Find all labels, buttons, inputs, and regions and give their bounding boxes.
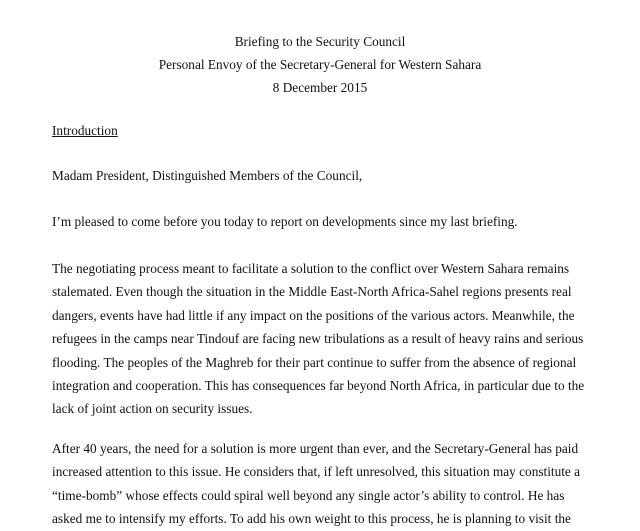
paragraph-line: lack of joint action on security issues. [52, 401, 253, 417]
paragraph-line: asked me to intensify my efforts. To add his own weight to this process, he is planning to visit the [52, 511, 571, 527]
paragraph-line: “time-bomb” whose effects could spiral well beyond any single actor’s ability to control. He has [52, 487, 565, 503]
paragraph-line: flooding. The peoples of the Maghreb for their part continue to suffer from the absence of regional [52, 354, 577, 370]
paragraph-2 [52, 257, 584, 421]
paragraph-1 [52, 210, 518, 233]
document-title-block [0, 30, 640, 99]
paragraph-3 [52, 437, 580, 531]
paragraph-line: integration and cooperation. This has consequences far beyond North Africa, in particular due to the [52, 378, 585, 394]
paragraph-line: The negotiating process meant to facilitate a solution to the conflict over Western Sahara remains [52, 261, 570, 276]
paragraph-line: increased attention to this issue. He considers that, if left unresolved, this situation may constitute a [52, 464, 581, 480]
document-subtitle: Personal Envoy of the Secretary-General for Western Sahara [158, 57, 482, 72]
paragraph-line: refugees in the camps near Tindouf are facing new tribulations as a result of heavy rains and serious [52, 331, 584, 347]
document-date: 8 December 2015 [272, 80, 368, 95]
salutation [52, 164, 362, 187]
section-heading-introduction: Introduction [52, 123, 118, 138]
document-title: Briefing to the Security Council [234, 34, 406, 49]
paragraph-line: After 40 years, the need for a solution is more urgent than ever, and the Secretary-General has paid [52, 441, 579, 456]
paragraph-line: I’m pleased to come before you today to report on developments since my last briefing. [52, 214, 518, 229]
paragraph-line: stalemated. Even though the situation in the Middle East-North Africa-Sahel regions presents real [52, 284, 572, 300]
paragraph-line: dangers, events have had little if any impact on the positions of the various actors. Meanwhile, the [52, 307, 575, 323]
salutation-text: Madam President, Distinguished Members of the Council, [52, 168, 363, 183]
